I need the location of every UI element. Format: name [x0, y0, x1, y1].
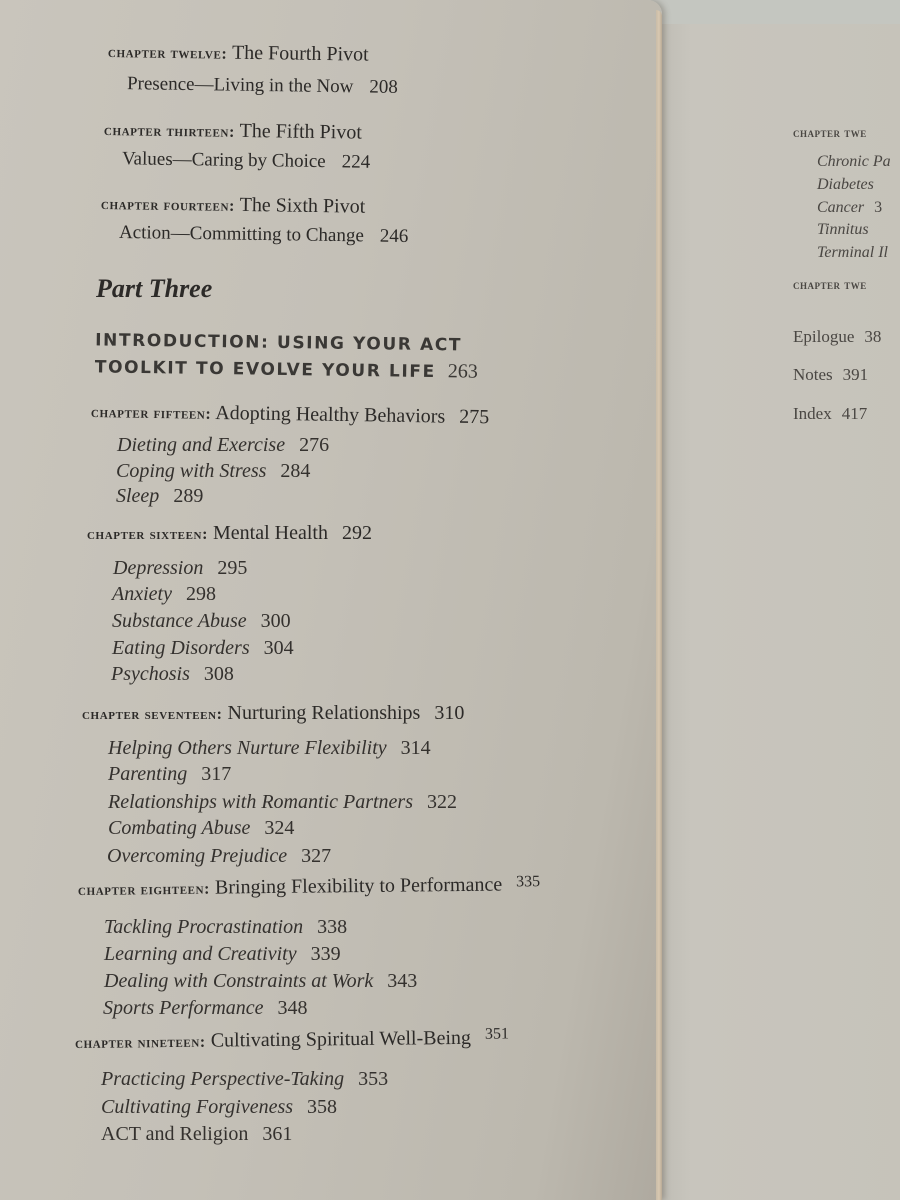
introduction-heading: INTRODUCTION: USING YOUR ACT TOOLKIT TO EVOLVE YOUR LIFE 263	[94, 330, 478, 383]
right-section: Cancer 3	[817, 199, 883, 216]
chapter-heading: chapter twelve: The Fourth Pivot	[107, 41, 369, 66]
right-chapter-heading: chapter twe	[793, 125, 867, 140]
toc-entry: Cultivating Forgiveness 358	[101, 1096, 338, 1118]
chapter-heading: chapter fifteen: Adopting Healthy Behaviors 275	[90, 401, 490, 429]
toc-entry: Overcoming Prejudice 327	[107, 845, 332, 867]
right-section: Diabetes	[817, 176, 874, 193]
toc-entry: Anxiety 298	[112, 583, 216, 605]
right-chapter-heading: chapter twe	[793, 277, 867, 292]
toc-entry: Practicing Perspective-Taking 353	[101, 1068, 389, 1090]
chapter-heading: chapter seventeen: Nurturing Relationships 310	[82, 702, 465, 724]
toc-entry: Relationships with Romantic Partners 322	[108, 791, 457, 813]
end-matter-index: Index 417	[793, 404, 868, 423]
part-heading: Part Three	[96, 274, 213, 303]
toc-entry: Tackling Procrastination 338	[104, 916, 348, 938]
right-section: Chronic Pa	[817, 153, 891, 170]
chapter-heading: chapter eighteen: Bringing Flexibility to Performance $^{335}$	[77, 873, 541, 899]
end-matter-notes: Notes 391	[793, 365, 869, 384]
chapter-heading: chapter fourteen: The Sixth Pivot	[100, 193, 366, 218]
chapter-heading: chapter nineteen: Cultivating Spiritual Well-Being $^{351}$	[74, 1025, 510, 1052]
right-page	[660, 24, 900, 1200]
right-section: Tinnitus	[817, 221, 869, 238]
toc-entry: Sleep 289	[116, 485, 204, 507]
chapter-heading: chapter thirteen: The Fifth Pivot	[103, 119, 363, 144]
toc-entry: Coping with Stress 284	[116, 460, 311, 482]
toc-entry: Psychosis 308	[111, 663, 234, 685]
toc-entry: Parenting 317	[108, 763, 232, 785]
toc-entry: Dealing with Constraints at Work 343	[104, 970, 418, 992]
chapter-heading: chapter sixteen: Mental Health 292	[87, 522, 372, 544]
end-matter-epilogue: Epilogue 38	[793, 327, 882, 346]
toc-entry: Action—Committing to Change 246	[118, 221, 409, 248]
toc-entry: Presence—Living in the Now 208	[126, 73, 399, 98]
toc-entry: Sports Performance 348	[103, 997, 308, 1019]
toc-entry: Combating Abuse 324	[108, 817, 295, 839]
toc-entry: Eating Disorders 304	[112, 637, 294, 659]
toc-entry: ACT and Religion 361	[101, 1123, 293, 1145]
right-section: Terminal Il	[817, 244, 888, 261]
toc-entry: Depression 295	[113, 557, 248, 579]
toc-entry: Helping Others Nurture Flexibility 314	[108, 737, 431, 759]
toc-entry: Learning and Creativity 339	[104, 943, 341, 965]
toc-entry: Values—Caring by Choice 224	[121, 148, 371, 173]
toc-entry: Substance Abuse 300	[112, 610, 291, 632]
toc-entry: Dieting and Exercise 276	[117, 434, 330, 456]
